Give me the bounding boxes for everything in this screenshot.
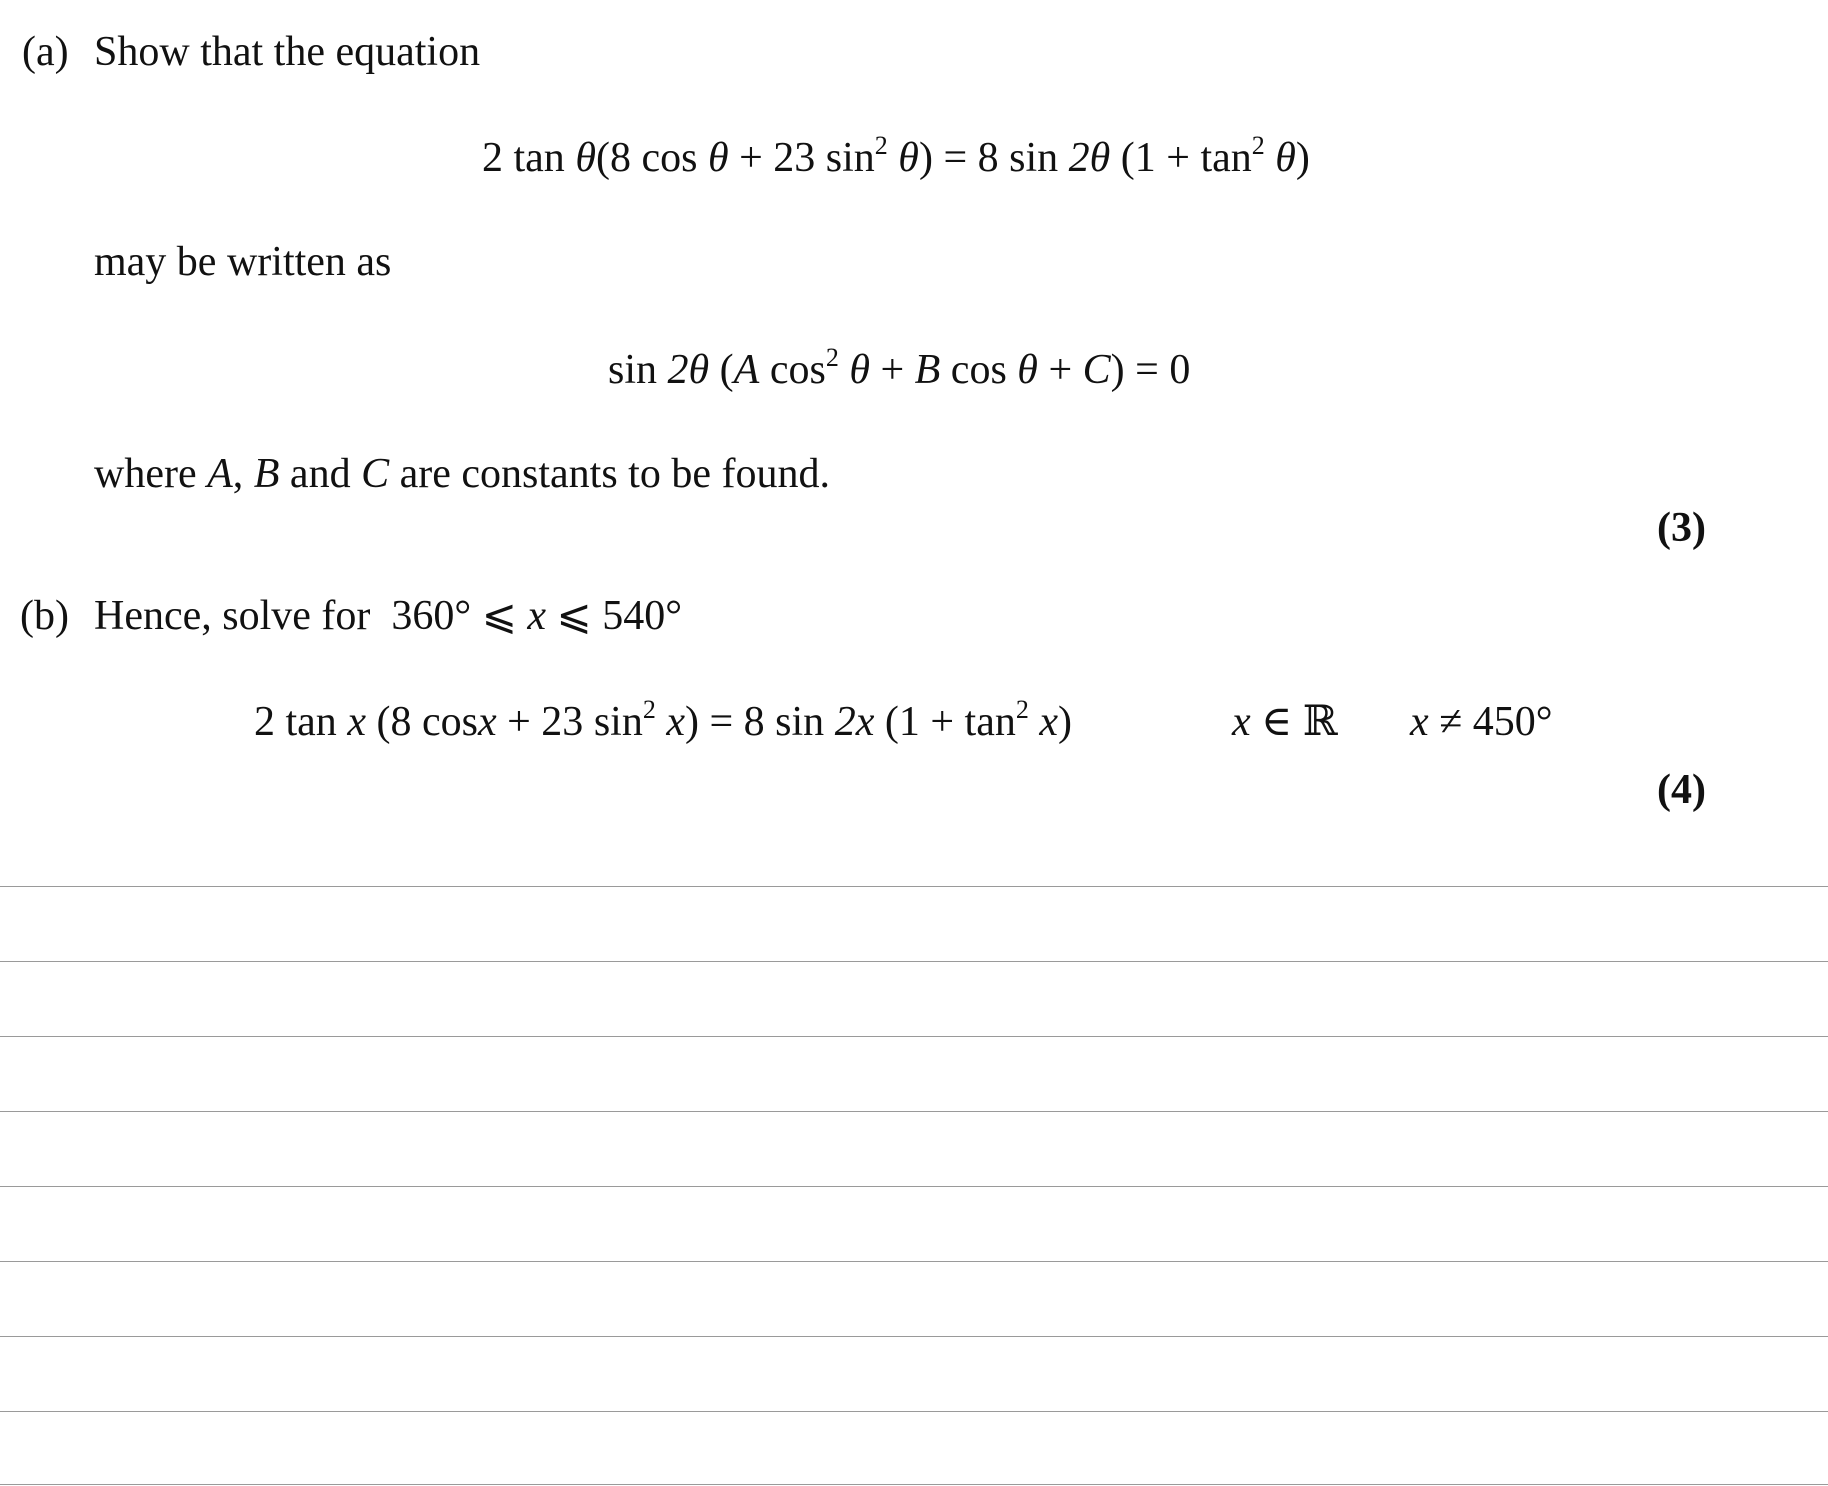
equation-a-1: 2 tan θ(8 cos θ + 23 $\sin^2 \theta) = 8$ sin 2θ $(1 + \tan^2 \theta)$: [482, 131, 1310, 181]
equation-a-2: sin 2θ (A $\cos^2 \theta + B$ cos θ + C) = 0: [608, 343, 1191, 393]
part-a-intro: Show that the equation: [94, 29, 481, 75]
part-a-marks: (3): [1657, 505, 1706, 551]
part-a-label: (a): [22, 29, 69, 75]
part-b-intro: Hence, solve for 360° ⩽ x ⩽ 540°: [94, 593, 683, 639]
answer-line: [0, 1111, 1828, 1112]
part-b-marks: (4): [1657, 767, 1706, 813]
part-a-where-text: where A, B and C are constants to be found.: [94, 451, 830, 497]
answer-line: [0, 886, 1828, 887]
answer-line: [0, 1411, 1828, 1412]
answer-line: [0, 961, 1828, 962]
equation-b-domain: x ∈ ℝ: [1232, 699, 1338, 745]
answer-line: [0, 1036, 1828, 1037]
part-a-bridge-text: may be written as: [94, 239, 392, 285]
answer-line: [0, 1336, 1828, 1337]
equation-b-exclusion: x ≠ 450°: [1410, 699, 1553, 745]
answer-line: [0, 1484, 1828, 1485]
equation-b: 2 tan x (8 cosx + 23 $\sin^2 x) = 8$ sin 2x $(1 + \tan^2 x)$: [254, 695, 1072, 745]
answer-line: [0, 1261, 1828, 1262]
part-b-label: (b): [20, 593, 69, 639]
answer-line: [0, 1186, 1828, 1187]
